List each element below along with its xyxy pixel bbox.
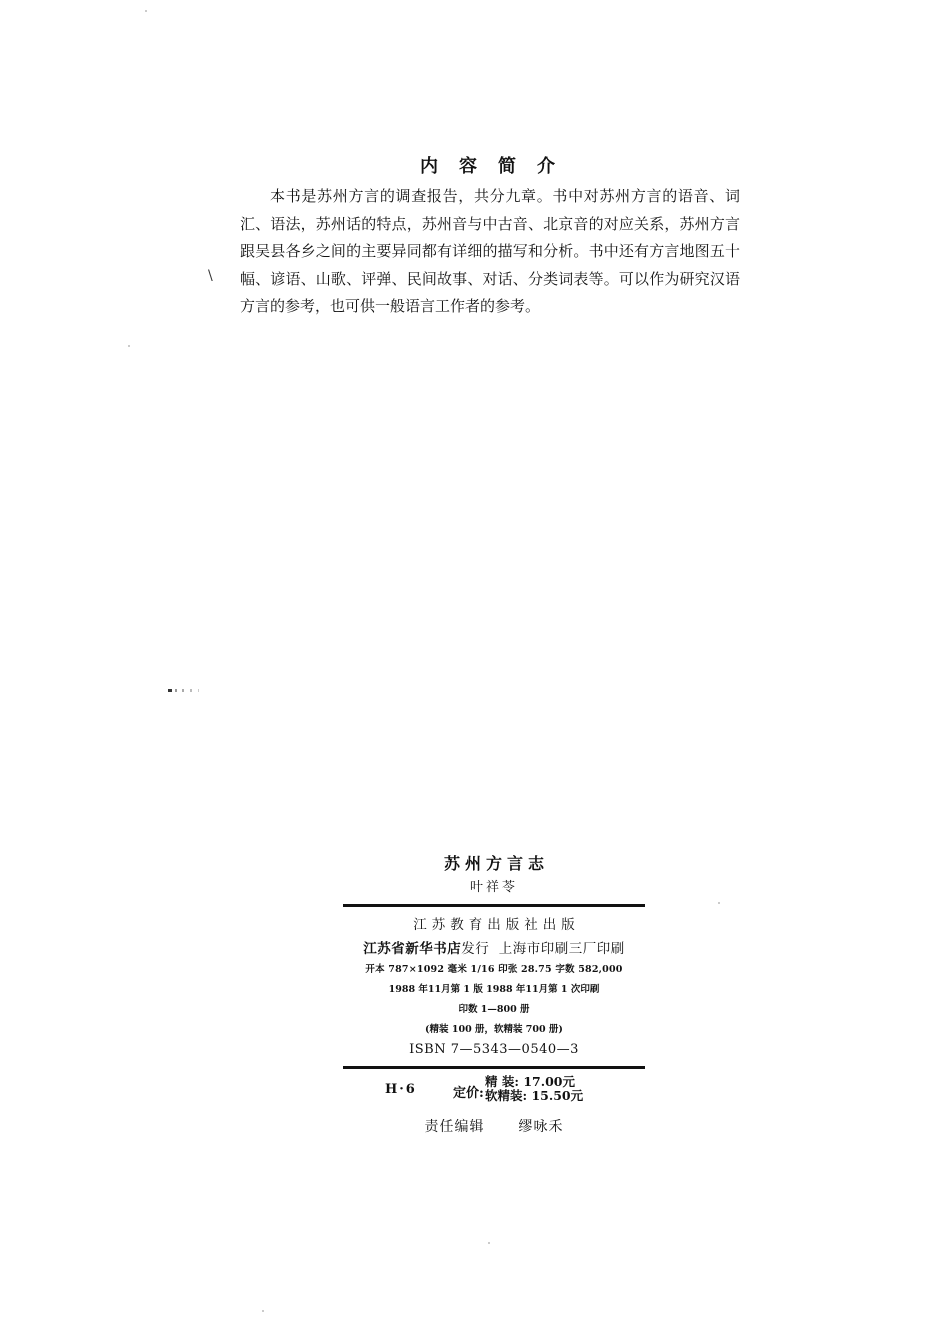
- scan-speck: [128, 345, 130, 347]
- price-value: 17.00元: [523, 1074, 575, 1089]
- price-type: 软精装:: [485, 1088, 528, 1103]
- printer-name: 上海市印刷三厂印刷: [498, 941, 625, 957]
- stray-mark: \: [208, 268, 213, 284]
- category-code: H·6: [385, 1082, 417, 1097]
- distributor-name: 江苏省新华书店: [363, 941, 462, 957]
- price-value: 15.50元: [531, 1088, 584, 1103]
- print-run: 印数 1—800 册: [458, 1004, 530, 1015]
- ink-smudge: [168, 689, 214, 692]
- price-type: 精 装:: [485, 1074, 519, 1089]
- copies-detail: (精装 100 册，软精装 700 册): [425, 1024, 563, 1035]
- book-title: 苏州方言志: [443, 854, 549, 873]
- editor-name: 缪咏禾: [518, 1119, 564, 1135]
- edition-info: 1988 年11月第 1 版 1988 年11月第 1 次印刷: [388, 984, 600, 995]
- format-specs: 开本 787×1092 毫米 1/16 印张 28.75 字数 582,000: [365, 964, 623, 975]
- distribution-suffix: 发行: [461, 941, 490, 957]
- price-row: [343, 1075, 645, 1109]
- price-label: 定价:: [453, 1086, 484, 1101]
- colophon-top-rule: [343, 904, 645, 907]
- price-list: [485, 1075, 583, 1103]
- editor-row: [343, 1117, 645, 1137]
- scan-speck: [488, 1242, 490, 1244]
- scan-speck: [262, 1310, 264, 1312]
- summary-title: 内容简介: [420, 156, 576, 177]
- distribution-line: [343, 939, 645, 959]
- scan-speck: [145, 10, 147, 12]
- isbn: ISBN 7—5343—0540—3: [409, 1042, 579, 1057]
- price-item: [485, 1089, 583, 1103]
- price-item: [485, 1075, 583, 1089]
- book-author: 叶祥苓: [469, 880, 518, 895]
- colophon: [343, 852, 645, 1137]
- summary-paragraph: 本书是苏州方言的调查报告，共分九章。书中对苏州方言的语音、词汇、语法，苏州话的特点，苏州音与中古音、北京音的对应关系，苏州方言跟吴县各乡之间的主要异同都有详细的描写和分析。书中还有方言地图五十幅、谚语、山歌、评弹、民间故事、对话、分类词表等。可以作为研究汉语方言的参考，也可供一般语言工作者的参考。: [240, 187, 740, 315]
- publisher-line: 江苏教育出版社出版: [413, 917, 580, 933]
- colophon-bottom-rule: [343, 1066, 645, 1069]
- scan-speck: [718, 902, 720, 904]
- editor-label: 责任编辑: [424, 1119, 485, 1135]
